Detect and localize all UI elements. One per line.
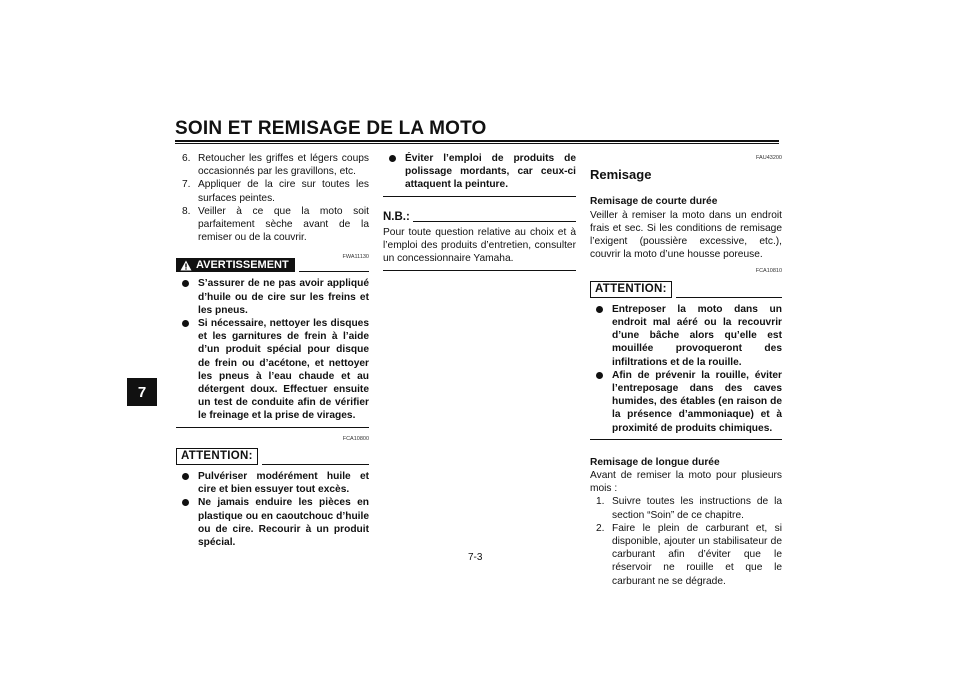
warning-end-rule [176,427,369,428]
nb-rule [413,221,576,222]
bullet-icon [596,372,603,379]
warning-code: FWA11130 [342,254,369,261]
attention-badge: ATTENTION: [590,281,672,298]
bullet-icon [182,280,189,287]
attention-list-continued [383,152,576,192]
list-item: Éviter l’emploi de produits de polissage mordants, car ceux-ci attaquent la peinture. [383,152,576,192]
nb-end-rule [383,270,576,271]
warning-triangle-icon [180,260,192,271]
subsection-title-short: Remisage de courte durée [590,196,718,208]
section-title: Remisage [590,167,652,183]
warning-list [176,277,369,422]
step-list [590,495,782,587]
nb-text: Pour toute question relative au choix et à l’emploi des produits d’entretien, consulter un concessionnaire Yamaha. [383,226,576,265]
nb-label: N.B.: [383,210,410,223]
attention-code: FCA10800 [342,435,369,442]
attention-rule [676,297,782,298]
list-item: 8. Veiller à ce que la moto soit parfaitement sèche avant de la remiser ou de la couvrir. [182,205,369,244]
warning-header [176,254,369,272]
attention-header [176,448,369,465]
bullet-icon [389,155,396,162]
list-item: Entreposer la moto dans un endroit mal aéré ou la recouvrir d’une bâche alors qu’elle est mouillée provoqueront des infiltrations et de la rouille. [590,303,782,369]
column-2 [383,152,576,271]
page-title: SOIN ET REMISAGE DE LA MOTO [175,118,487,139]
column-1 [176,152,369,549]
attention-badge: ATTENTION: [176,448,258,465]
bullet-icon [182,320,189,327]
list-item: 6. Retoucher les griffes et légers coups occasionnés par les gravillons, etc. [182,153,369,178]
list-item: Pulvériser modérément huile et cire et bien essuyer tout excès. [176,470,369,496]
list-item: Ne jamais enduire les pièces en plastique ou en caoutchouc d’huile ou de cire. Recourir à un produit spécial. [176,496,369,549]
bullet-icon [182,499,189,506]
section-code: FAU43200 [756,155,782,161]
attention-rule [262,464,369,465]
warning-rule [299,271,369,272]
attention-end-rule [383,196,576,197]
list-item: Si nécessaire, nettoyer les disques et les garnitures de frein à l’aide d’un produit spécial pour disque de frein ou d’acétone, et nettoyer les pneus à l’eau chaude et au détergent doux. Effectuer ensuite un test de conduite afin de vérifier le freinage et la prise de virages. [176,317,369,423]
list-item: Afin de prévenir la rouille, éviter l’entreposage dans des caves humides, des étables (en raison de la présence d’ammoniaque) et à proximité de produits chimiques. [590,369,782,435]
list-item: 2. Faire le plein de carburant et, si disponible, ajouter un stabilisateur de carburant afin d’éviter que le réservoir ne rouille et que le carburant ne se dégrade. [596,522,782,587]
attention-code: FCA10810 [755,268,782,275]
long-storage-text: Avant de remiser la moto pour plusieurs mois : [590,470,782,495]
bullet-icon [596,306,603,313]
bullet-icon [182,473,189,480]
list-item: S’assurer de ne pas avoir appliqué d’huile ou de cire sur les freins et les pneus. [176,277,369,317]
short-storage-text: Veiller à remiser la moto dans un endroit frais et sec. Si les conditions de remisage l’exigent (poussière excessive, etc.), couvrir la moto d’une housse poreuse. [590,209,782,261]
attention-end-rule [590,439,782,440]
warning-badge: AVERTISSEMENT [176,258,295,272]
attention-list [590,303,782,435]
list-item: 1. Suivre toutes les instructions de la section “Soin” de ce chapitre. [596,496,782,521]
step-list [176,152,369,244]
attention-list [176,470,369,549]
chapter-tab: 7 [127,378,157,406]
header-rule [175,140,779,142]
header-rule-thin [175,143,779,144]
attention-header [590,281,782,298]
column-3 [590,152,782,588]
page-number: 7-3 [468,552,483,563]
subsection-title-long: Remisage de longue durée [590,456,720,468]
list-item: 7. Appliquer de la cire sur toutes les surfaces peintes. [182,179,369,204]
nb-header [383,211,576,224]
